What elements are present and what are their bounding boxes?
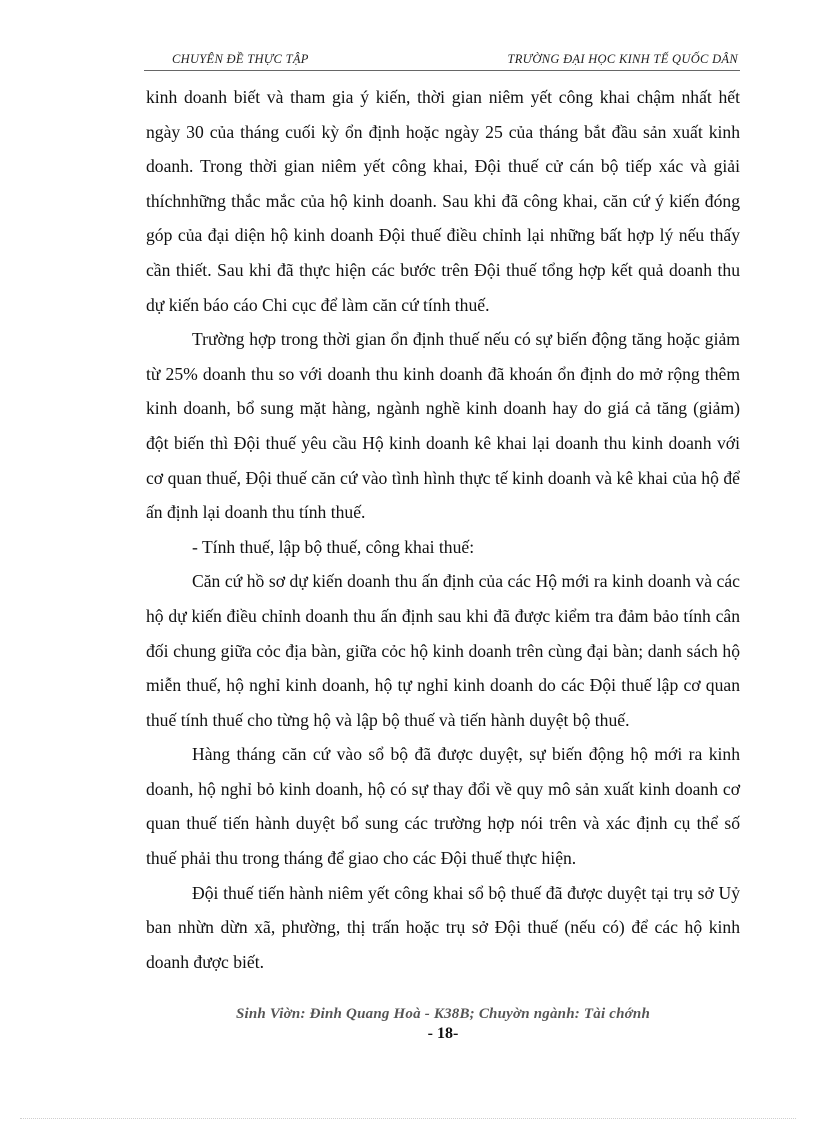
footer-student-info: Sinh Viờn: Đinh Quang Hoà - K38B; Chuyờn ngành: Tài chớnh: [235, 1006, 651, 1022]
paragraph: Căn cứ hồ sơ dự kiến doanh thu ấn định của các Hộ mới ra kinh doanh và các hộ dự kiến điều chỉnh doanh thu ấn định sau khi đã được kiểm tra đảm bảo tính cân đối chung giữa cỏc địa bàn, giữa cỏc hộ kinh doanh trên cùng đại bàn; danh sách hộ miễn thuế, hộ nghỉ kinh doanh, hộ tự nghỉ kinh doanh do các Đội thuế lập cơ quan thuế tính thuế cho từng hộ và lập bộ thuế và tiến hành duyệt bộ thuế.: [146, 571, 740, 730]
page-number: - 18-: [427, 1025, 459, 1042]
page-header: [146, 48, 740, 71]
paragraph: Hàng tháng căn cứ vào sổ bộ đã được duyệt, sự biến động hộ mới ra kinh doanh, hộ nghỉ bỏ kinh doanh, hộ có sự thay đổi về quy mô sản xuất kinh doanh cơ quan thuế tiến hành duyệt bổ sung các trường hợp nói trên và xác định cụ thể số thuế phải thu trong tháng để giao cho các Đội thuế thực hiện.: [146, 744, 740, 869]
header-rule: [144, 70, 324, 71]
body-text: [146, 80, 740, 979]
page-bottom-divider: [20, 1118, 796, 1119]
paragraph-continuation: kinh doanh biết và tham gia ý kiến, thời gian niêm yết công khai chậm nhất hết ngày 30 của tháng cuối kỳ ổn định hoặc ngày 25 của tháng bắt đầu sản xuất kinh doanh. Trong thời gian niêm yết công khai, Đội thuế cử cán bộ tiếp xác và giải thíchnhững thắc mắc của hộ kinh doanh. Sau khi đã công khai, căn cứ ý kiến đóng góp của đại diện hộ kinh doanh Đội thuế điều chỉnh lại những bất hợp lý nếu thấy cần thiết. Sau khi đã thực hiện các bước trên Đội thuế tổng hợp kết quả doanh thu dự kiến báo cáo Chi cục để làm căn cứ tính thuế.: [146, 87, 740, 315]
paragraph: Trường hợp trong thời gian ổn định thuế nếu có sự biến động tăng hoặc giảm từ 25% doanh thu so với doanh thu kinh doanh đã khoán ổn định do mở rộng thêm kinh doanh, bổ sung mặt hàng, ngành nghề kinh doanh hay do giá cả tăng (giảm) đột biến thì Đội thuế yêu cầu Hộ kinh doanh kê khai lại doanh thu kinh doanh với cơ quan thuế, Đội thuế căn cứ vào tình hình thực tế kinh doanh và kê khai của hộ để ấn định lại doanh thu tính thuế.: [146, 329, 740, 523]
paragraph: Đội thuế tiến hành niêm yết công khai sổ bộ thuế đã được duyệt tại trụ sở Uỷ ban nhừn dừn xã, phường, thị trấn hoặc trụ sở Đội thuế (nếu có) để các hộ kinh doanh được biết.: [146, 882, 740, 972]
page-footer: [146, 1006, 740, 1043]
section-heading: - Tính thuế, lập bộ thuế, công khai thuế:: [192, 536, 475, 557]
header-right-title: TRƯỜNG ĐẠI HỌC KINH TẾ QUỐC DÂN: [507, 52, 738, 66]
header-left-title: CHUYÊN ĐỀ THỰC TẬP: [172, 52, 309, 66]
